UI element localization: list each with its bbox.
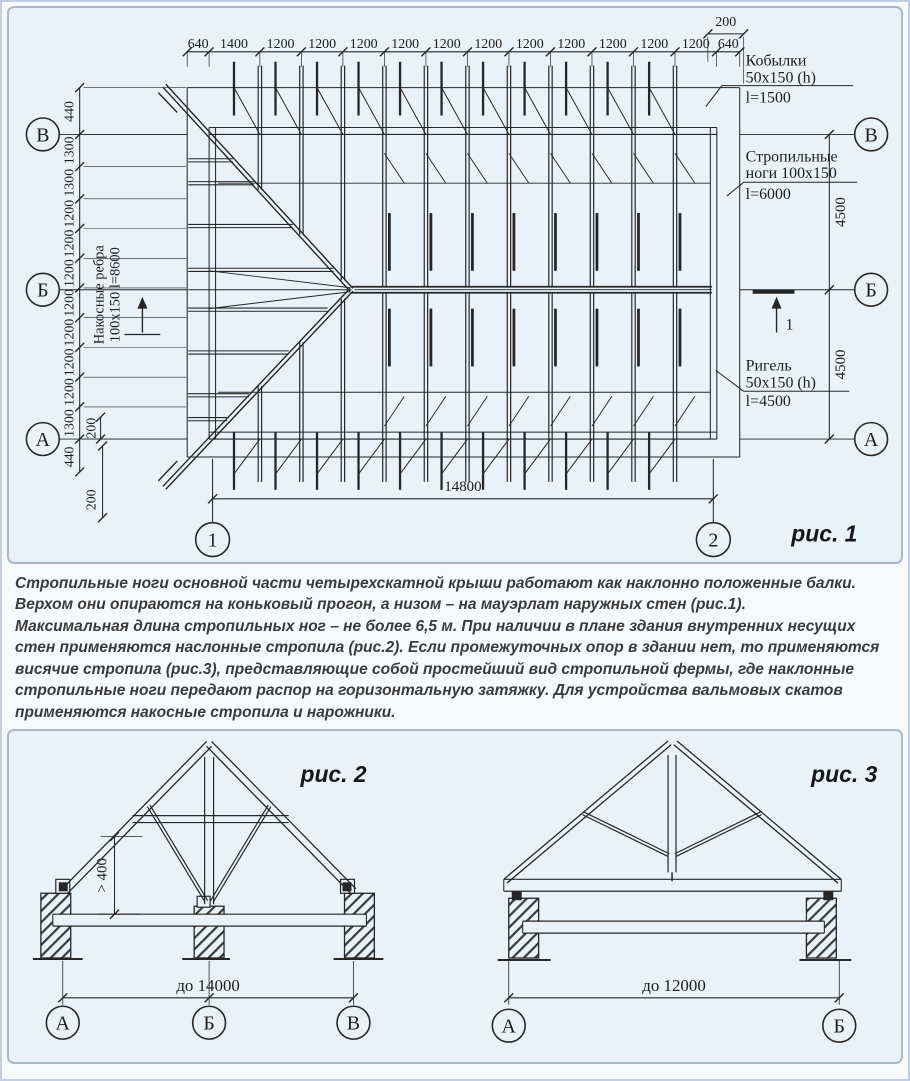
top-dim: 1200 [432,36,461,52]
top-dim: 640 [187,36,209,52]
fig2-span-dim: до 14000 [176,975,240,995]
stropilnye-label-line3: l=6000 [745,186,791,204]
left-dim: 1200 [62,229,78,258]
top-dim: 1400 [220,36,248,52]
axis-right-a: А [863,429,879,452]
top-dim: 1200 [308,36,337,52]
description-line: Верхом они опираются на коньковый прогон, а низом – на мауэрлат наружных стен (рис.1). [15,596,746,614]
figure3-caption: рис. 3 [811,760,878,787]
fig2-axis-b: Б [203,1012,215,1035]
left-dim: 1200 [62,348,78,377]
roof-plan-drawing [9,8,901,562]
nakosnye-label-line1: Накосные ребра [91,245,108,345]
fig2-axis-v: В [346,1012,361,1035]
fig3-axis-a: А [501,1015,516,1038]
right-labels [746,53,850,410]
rigel-label-line2: 50х150 (h) [745,374,816,392]
top-dim: 1200 [598,36,627,52]
stropilnye-label-line1: Стропильные [745,148,838,166]
top-dim: 1200 [640,36,669,52]
nakosnye-label-line2: 100х150 l=8600 [107,247,124,343]
left-dim: 1300 [62,168,78,197]
fig3-axis-b: Б [833,1015,845,1038]
description-line: применяются накосные стропила и нарожники. [15,703,396,721]
truss-drawings [9,731,901,1062]
description-line: Максимальная длина стропильных ног – не более 6,5 м. При наличии в плане здания внутренних несущих [15,617,856,635]
section-mark-left [124,297,160,335]
kobylki-label-line1: Кобылки [745,52,807,70]
left-dim: 1300 [62,409,78,437]
right-dim: 4500 [833,197,850,228]
top-right-dim: 200 [715,14,737,30]
beam-faces [53,879,841,932]
top-dim: 640 [717,36,739,52]
figure2-caption: рис. 2 [300,760,367,787]
axis-left-a: А [35,429,51,452]
truss-linework [33,741,851,1005]
axis-left-b: Б [37,279,49,302]
left-dim: 1300 [62,136,78,165]
trusses-panel [7,729,903,1064]
kobylki-label-line3: l=1500 [745,89,791,107]
description-line: стропильные ноги передают распор на горизонтальную затяжку. Для устройства вальмовых скатов [15,682,843,700]
axis-bottom-1: 1 [207,529,218,552]
fig2-height-dim: > 400 [94,858,111,893]
description-line: висячие стропила (рис.3), представляющие собой простейший вид стропильной фермы, где наклонные [15,660,854,678]
rigel-label-line3: l=4500 [745,393,791,411]
description-line: стен применяются наслонные стропила (рис.2). Если промежуточных опор в здании нет, то применяются [15,639,880,657]
section-number: 1 [785,316,794,334]
axis-left-v: В [36,124,50,147]
fig2-axis-circles [46,1006,370,1039]
rigel-label-line1: Ригель [745,357,792,375]
left-lower-dim: 440 [62,446,78,468]
fig3-span-dim: до 12000 [642,975,706,995]
right-dim: 4500 [833,349,850,380]
figure1-panel [7,6,903,564]
left-dim: 1200 [62,199,78,228]
top-dim: 1200 [266,36,295,52]
axis-bottom-2: 2 [708,529,719,552]
top-dim: 1200 [557,36,586,52]
axis-right-b: Б [865,279,877,302]
top-dim: 1200 [515,36,544,52]
axis-right-v: В [864,124,878,147]
description-text [7,564,903,730]
left-dimension-labels [63,101,124,510]
left-dim: 200 [84,417,100,439]
left-dim: 440 [62,101,78,122]
top-dimension-labels [188,15,739,52]
stropilnye-label-line2: ноги 100х150 [745,165,837,183]
left-dim: 1200 [62,378,78,406]
kobylki-label-line2: 50х150 (h) [745,69,816,87]
left-dim: 1200 [62,259,78,288]
top-dim: 1200 [391,36,420,52]
left-dim: 1200 [62,288,78,317]
plan-linework [60,29,857,522]
fig3-axis-circles [492,1009,855,1042]
description-line: Стропильные ноги основной части четырехскатной крыши работают как наклонно положенные балки. [15,574,856,592]
bottom-dim: 14800 [444,478,482,495]
fig2-axis-a: А [55,1012,70,1035]
top-dim: 1200 [349,36,378,52]
left-dim: 1200 [62,318,78,347]
top-dim: 1200 [681,36,710,52]
figure1-caption: рис. 1 [791,520,858,547]
section-mark-right [753,292,795,334]
top-dim: 1200 [474,36,503,52]
left-lower-dim: 200 [84,489,100,511]
